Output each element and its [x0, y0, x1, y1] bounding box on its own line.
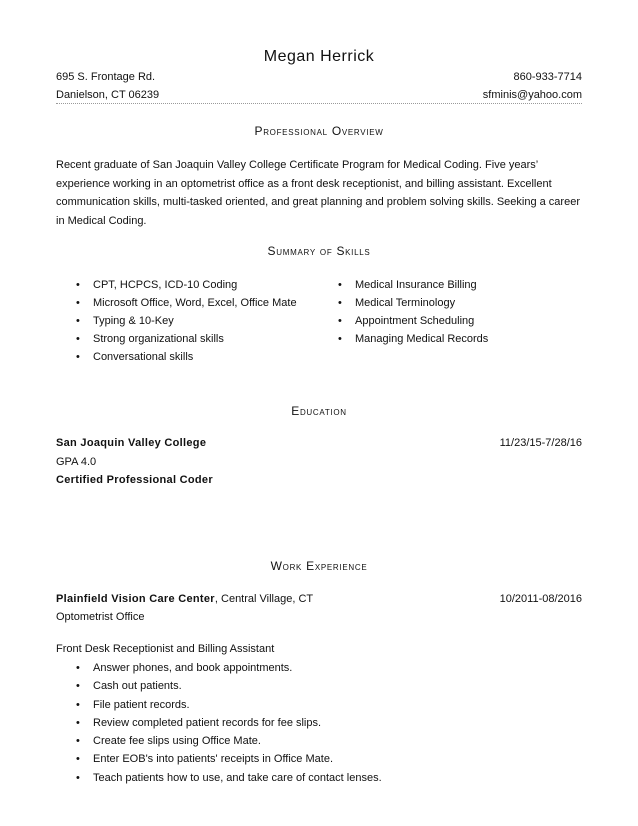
credential: Certified Professional Coder	[56, 474, 213, 486]
section-title-education: Education	[291, 404, 347, 418]
education-row	[56, 437, 582, 449]
skill-item: • Typing & 10-Key	[76, 312, 338, 330]
education-dates: 11/23/15-7/28/16	[499, 437, 582, 449]
duties-list	[76, 659, 382, 787]
section-title-work: Work Experience	[270, 559, 368, 573]
school-name: San Joaquin Valley College	[56, 437, 207, 449]
duty-item: • Review completed patient records for fee slips.	[76, 714, 382, 732]
bullet-icon: •	[76, 753, 80, 766]
skill-item: • Conversational skills	[76, 348, 338, 366]
email-address: sfminis@yahoo.com	[482, 89, 582, 101]
employer	[56, 593, 313, 605]
duty-item: • Create fee slips using Office Mate.	[76, 732, 382, 750]
contact-row-1	[56, 71, 582, 83]
gpa: GPA 4.0	[56, 456, 97, 468]
bullet-icon: •	[76, 735, 80, 748]
address-line-1: 695 S. Frontage Rd.	[56, 71, 156, 83]
address-line-2: Danielson, CT 06239	[56, 89, 160, 101]
employer-location: , Central Village, CT	[214, 593, 314, 605]
skills-column-left	[76, 276, 338, 366]
bullet-icon: •	[76, 297, 80, 309]
overview-paragraph: Recent graduate of San Joaquin Valley College Certificate Program for Medical Coding. Five years’ experience working in an optometrist office as a front desk receptionist, and billing assistant. Excellent communication skills, multi-tasked oriented, and great planning and problem solving skills. Seeking a career in Medical Coding.	[56, 159, 580, 227]
bullet-icon: •	[76, 680, 80, 693]
bullet-icon: •	[76, 698, 80, 711]
phone-number: 860-933-7714	[513, 71, 582, 83]
duty-item: • Answer phones, and book appointments.	[76, 659, 382, 677]
duty-item: • Enter EOB's into patients' receipts in Office Mate.	[76, 750, 382, 768]
bullet-icon: •	[338, 279, 342, 291]
duty-item: • File patient records.	[76, 696, 382, 714]
section-title-overview: Professional Overview	[254, 124, 384, 138]
work-dates: 10/2011-08/2016	[499, 593, 582, 605]
skill-item: • Microsoft Office, Word, Excel, Office Mate	[76, 294, 338, 312]
contact-row-2	[56, 89, 582, 104]
bullet-icon: •	[76, 771, 80, 784]
bullet-icon: •	[76, 279, 80, 291]
bullet-icon: •	[76, 716, 80, 729]
section-title-skills: Summary of Skills	[267, 244, 371, 258]
skill-item: • Medical Insurance Billing	[338, 276, 488, 294]
position-title: Front Desk Receptionist and Billing Assistant	[56, 643, 275, 655]
skills-list	[76, 276, 586, 366]
work-row	[56, 593, 582, 605]
bullet-icon: •	[76, 662, 80, 674]
candidate-name: Megan Herrick	[263, 48, 375, 65]
bullet-icon: •	[76, 351, 80, 363]
bullet-icon: •	[76, 333, 80, 345]
skill-item: • Appointment Scheduling	[338, 312, 488, 330]
duty-item: • Cash out patients.	[76, 677, 382, 695]
employer-type: Optometrist Office	[56, 611, 145, 623]
bullet-icon: •	[338, 297, 342, 309]
duty-item: • Teach patients how to use, and take care of contact lenses.	[76, 769, 382, 787]
skill-item: • CPT, HCPCS, ICD-10 Coding	[76, 276, 338, 294]
skill-item: • Managing Medical Records	[338, 330, 488, 348]
bullet-icon: •	[338, 333, 342, 345]
skills-column-right	[338, 276, 488, 366]
bullet-icon: •	[76, 315, 80, 327]
skill-item: • Medical Terminology	[338, 294, 488, 312]
bullet-icon: •	[338, 315, 342, 327]
employer-name: Plainfield Vision Care Center	[56, 593, 215, 605]
skill-item: • Strong organizational skills	[76, 330, 338, 348]
